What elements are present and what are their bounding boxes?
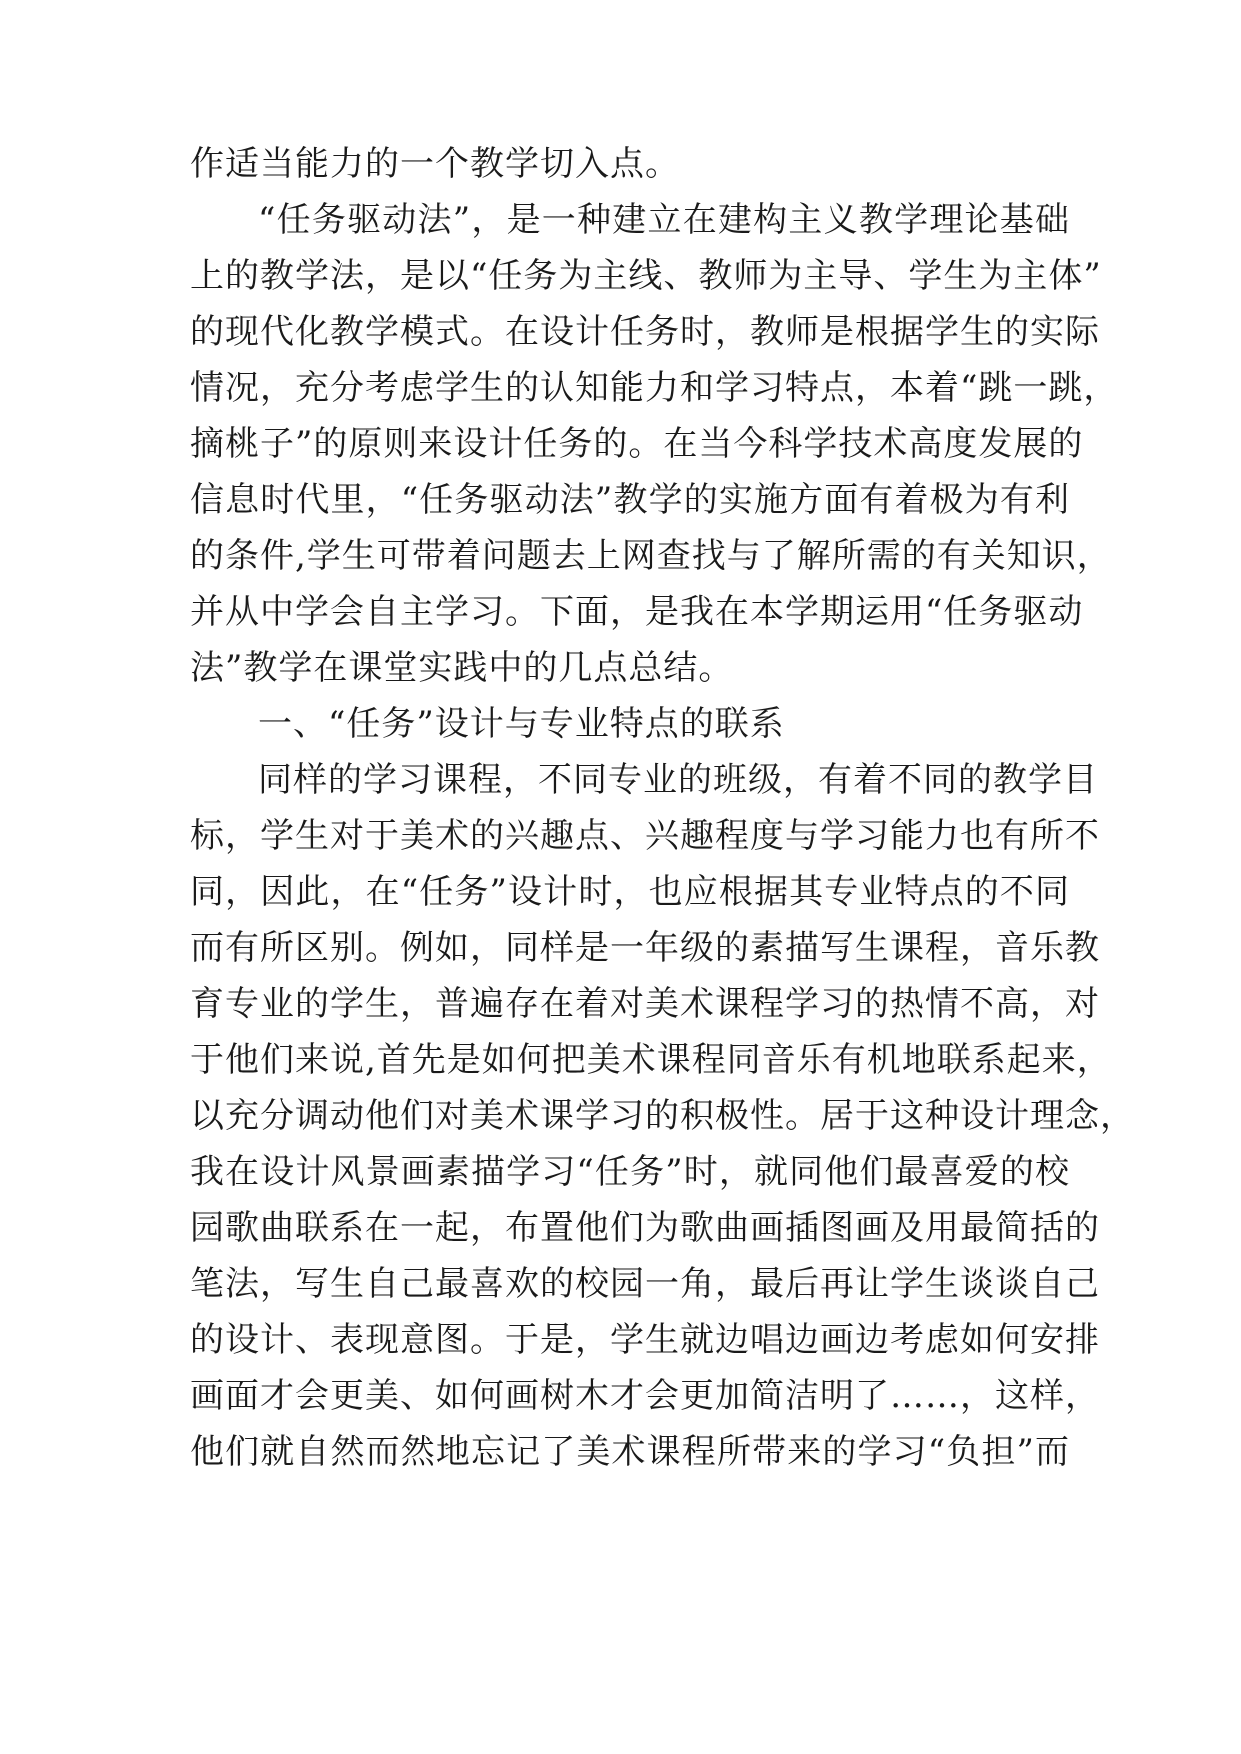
text-line: 画面才会更美、如何画树木才会更加简洁明了……，这样，	[190, 1376, 1100, 1416]
text-line: 法”教学在课堂实践中的几点总结。	[190, 648, 734, 688]
text-line: 摘桃子”的原则来设计任务的。在当今科学技术高度发展的	[190, 424, 1084, 464]
text-line: 情况，充分考虑学生的认知能力和学习特点，本着“跳一跳，	[190, 368, 1119, 408]
text-line: 而有所区别。例如，同样是一年级的素描写生课程，音乐教	[190, 928, 1100, 968]
text-line: 并从中学会自主学习。下面，是我在本学期运用“任务驱动	[190, 592, 1084, 632]
text-line: 的设计、表现意图。于是，学生就边唱边画边考虑如何安排	[190, 1320, 1100, 1360]
text-line: 上的教学法，是以“任务为主线、教师为主导、学生为主体”	[190, 256, 1102, 296]
text-line: 的现代化教学模式。在设计任务时，教师是根据学生的实际	[190, 312, 1100, 352]
text-line: 园歌曲联系在一起，布置他们为歌曲画插图画及用最简括的	[190, 1208, 1100, 1248]
text-line: 同样的学习课程，不同专业的班级，有着不同的教学目	[258, 760, 1098, 800]
text-line: 我在设计风景画素描学习“任务”时，就同他们最喜爱的校	[190, 1152, 1070, 1192]
text-line: 于他们来说,首先是如何把美术课程同音乐有机地联系起来，	[190, 1040, 1112, 1080]
text-line: 信息时代里，“任务驱动法”教学的实施方面有着极为有利	[190, 480, 1070, 520]
text-line: 笔法，写生自己最喜欢的校园一角，最后再让学生谈谈自己	[190, 1264, 1100, 1304]
text-line: 育专业的学生，普遍存在着对美术课程学习的热情不高，对	[190, 984, 1100, 1024]
text-line: 标，学生对于美术的兴趣点、兴趣程度与学习能力也有所不	[190, 816, 1100, 856]
text-line: 以充分调动他们对美术课学习的积极性。居于这种设计理念，	[190, 1096, 1135, 1136]
section-heading: 一、“任务”设计与专业特点的联系	[258, 704, 785, 744]
text-line: 他们就自然而然地忘记了美术课程所带来的学习“负担”而	[190, 1432, 1070, 1472]
text-line: 同，因此，在“任务”设计时，也应根据其专业特点的不同	[190, 872, 1070, 912]
text-line: “任务驱动法”，是一种建立在建构主义教学理论基础	[258, 200, 1070, 240]
text-line: 作适当能力的一个教学切入点。	[190, 144, 680, 184]
text-line: 的条件,学生可带着问题去上网查找与了解所需的有关知识，	[190, 536, 1112, 576]
